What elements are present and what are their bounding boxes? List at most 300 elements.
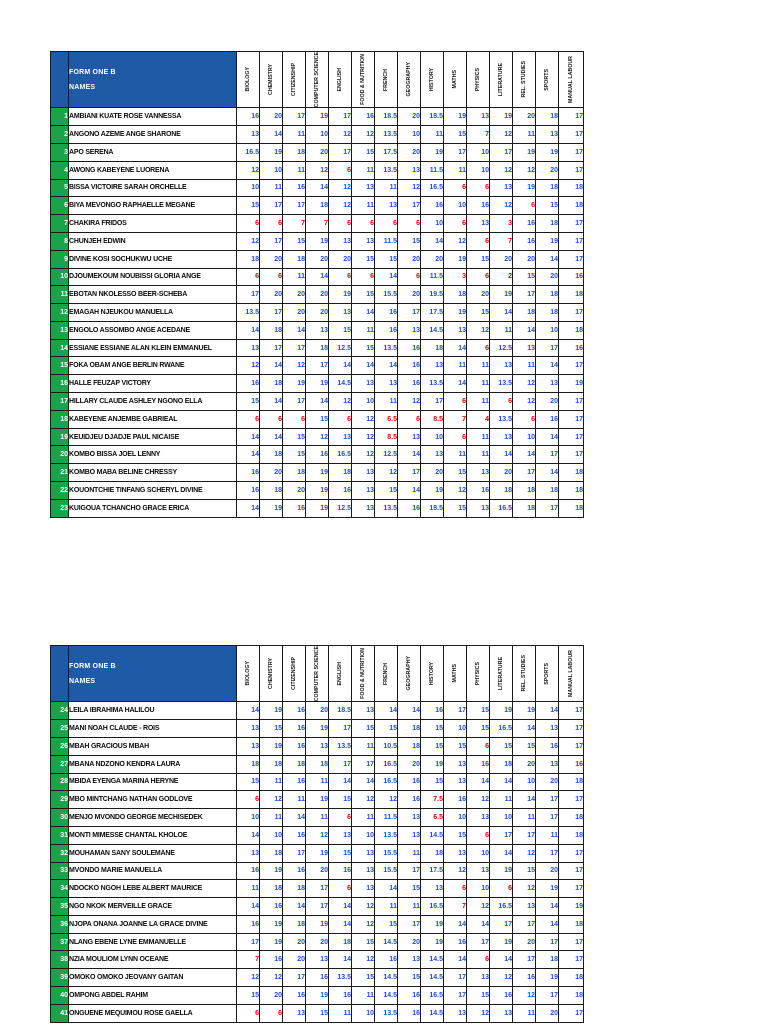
row-number: 13 xyxy=(51,321,69,339)
row-number: 3 xyxy=(51,143,69,161)
grade-cell: 14 xyxy=(352,357,375,375)
grade-cell: 16 xyxy=(283,702,306,720)
grade-cell: 13 xyxy=(513,339,536,357)
grade-cell: 11 xyxy=(352,197,375,215)
student-name: AMBIANI KUATE ROSE VANNESSA xyxy=(69,108,237,126)
grade-cell: 15 xyxy=(421,720,444,738)
grade-cell: 16 xyxy=(260,951,283,969)
grade-cell: 14 xyxy=(352,773,375,791)
grade-cell: 10 xyxy=(398,126,421,144)
grade-cell: 15 xyxy=(329,844,352,862)
grade-cell: 15 xyxy=(375,720,398,738)
grade-cell: 12 xyxy=(444,482,467,500)
grade-cell: 18 xyxy=(559,773,584,791)
grade-cell: 13 xyxy=(352,499,375,517)
grade-cell: 13 xyxy=(467,215,490,233)
grades-table xyxy=(50,51,584,518)
grade-cell: 18 xyxy=(559,826,584,844)
row-number: 31 xyxy=(51,826,69,844)
grade-cell: 11 xyxy=(467,393,490,411)
grade-cell: 12 xyxy=(352,915,375,933)
grade-cell: 12 xyxy=(352,126,375,144)
grade-cell: 6.5 xyxy=(375,410,398,428)
grade-cell: 20 xyxy=(513,933,536,951)
grade-cell: 6 xyxy=(329,809,352,827)
grade-cell: 15 xyxy=(237,773,260,791)
grade-cell: 16 xyxy=(283,862,306,880)
grade-cell: 20 xyxy=(306,304,329,322)
grade-cell: 15 xyxy=(283,446,306,464)
grade-cell: 15 xyxy=(467,250,490,268)
grade-cell: 20 xyxy=(329,250,352,268)
grade-cell: 6 xyxy=(352,215,375,233)
subject-header xyxy=(283,646,306,702)
grade-cell: 6 xyxy=(260,1004,283,1022)
grade-cell: 12 xyxy=(490,161,513,179)
grade-cell: 14 xyxy=(375,357,398,375)
grade-cell: 16 xyxy=(536,737,559,755)
grade-cell: 12 xyxy=(490,969,513,987)
grade-cell: 16 xyxy=(260,898,283,916)
table-row xyxy=(51,357,584,375)
grade-cell: 13 xyxy=(352,375,375,393)
grade-cell: 11 xyxy=(398,898,421,916)
grade-cell: 16 xyxy=(237,375,260,393)
grade-cell: 19 xyxy=(421,933,444,951)
grade-cell: 12 xyxy=(237,969,260,987)
grade-cell: 12 xyxy=(513,161,536,179)
table-row xyxy=(51,499,584,517)
grade-cell: 6 xyxy=(329,410,352,428)
student-name: MANI NOAH CLAUDE - ROIS xyxy=(69,720,237,738)
grade-cell: 17 xyxy=(559,880,584,898)
grade-cell: 18 xyxy=(260,482,283,500)
grade-cell: 15 xyxy=(352,286,375,304)
grade-cell: 11.5 xyxy=(375,232,398,250)
grade-cell: 13 xyxy=(444,1004,467,1022)
grade-cell: 20 xyxy=(260,108,283,126)
grade-cell: 7 xyxy=(306,215,329,233)
subject-header xyxy=(283,52,306,108)
grade-cell: 13 xyxy=(398,428,421,446)
grade-cell: 20 xyxy=(306,250,329,268)
subject-header xyxy=(513,52,536,108)
table-row xyxy=(51,737,584,755)
grade-cell: 11 xyxy=(352,987,375,1005)
grade-cell: 17 xyxy=(283,969,306,987)
row-number: 10 xyxy=(51,268,69,286)
grade-cell: 12 xyxy=(375,464,398,482)
grade-cell: 20 xyxy=(306,286,329,304)
grade-cell: 16 xyxy=(444,933,467,951)
grade-cell: 17.5 xyxy=(421,304,444,322)
grade-cell: 19 xyxy=(513,179,536,197)
grade-cell: 17 xyxy=(536,809,559,827)
grade-cell: 17 xyxy=(559,1004,584,1022)
subject-header-label: MATHS xyxy=(452,664,458,683)
grade-cell: 15 xyxy=(352,250,375,268)
grade-cell: 18 xyxy=(536,482,559,500)
grade-cell: 6 xyxy=(398,410,421,428)
grade-cell: 16.5 xyxy=(421,898,444,916)
table-row xyxy=(51,215,584,233)
grade-cell: 11 xyxy=(513,809,536,827)
grade-cell: 18 xyxy=(559,321,584,339)
grade-cell: 11 xyxy=(536,826,559,844)
grade-cell: 13.5 xyxy=(329,737,352,755)
grade-cell: 13 xyxy=(306,951,329,969)
grade-cell: 6 xyxy=(490,393,513,411)
sheet-title-line2: NAMES xyxy=(69,83,96,91)
grade-cell: 16 xyxy=(283,499,306,517)
subject-header-label: GEOGRAPHY xyxy=(406,62,412,97)
grade-cell: 11 xyxy=(352,737,375,755)
grade-cell: 6 xyxy=(444,179,467,197)
grade-cell: 17 xyxy=(559,161,584,179)
grade-cell: 12 xyxy=(398,179,421,197)
grade-cell: 12 xyxy=(513,393,536,411)
student-name: DJOUMEKOUM NOUBISSI GLORIA ANGE xyxy=(69,268,237,286)
row-number: 35 xyxy=(51,898,69,916)
subject-header xyxy=(513,646,536,702)
table-row xyxy=(51,108,584,126)
grade-cell: 16 xyxy=(306,969,329,987)
grade-cell: 17 xyxy=(260,304,283,322)
grade-cell: 19 xyxy=(536,969,559,987)
grade-cell: 19 xyxy=(490,702,513,720)
header-row xyxy=(51,646,584,702)
grade-cell: 19 xyxy=(306,915,329,933)
grade-cell: 13.5 xyxy=(375,826,398,844)
grade-cell: 14 xyxy=(398,482,421,500)
table-row xyxy=(51,268,584,286)
grade-cell: 12 xyxy=(237,232,260,250)
grade-cell: 19 xyxy=(306,108,329,126)
grade-cell: 6 xyxy=(490,880,513,898)
grade-cell: 18 xyxy=(306,755,329,773)
grade-cell: 18 xyxy=(237,755,260,773)
grade-cell: 6 xyxy=(444,215,467,233)
grade-cell: 19 xyxy=(513,702,536,720)
student-name: EMAGAH NJEUKOU MANUELLA xyxy=(69,304,237,322)
row-number: 23 xyxy=(51,499,69,517)
grade-cell: 16 xyxy=(398,773,421,791)
grade-cell: 15 xyxy=(237,197,260,215)
grade-cell: 13 xyxy=(352,702,375,720)
grade-cell: 6 xyxy=(398,268,421,286)
grade-cell: 12 xyxy=(329,179,352,197)
grade-cell: 20 xyxy=(260,250,283,268)
grade-sheet-2 xyxy=(50,645,584,1023)
subject-header-label: MANUAL LABOUR xyxy=(568,650,574,698)
grade-cell: 11 xyxy=(260,809,283,827)
student-name: NGO NKOK MERVEILLE GRACE xyxy=(69,898,237,916)
grade-cell: 6 xyxy=(237,410,260,428)
grade-cell: 10 xyxy=(421,428,444,446)
grade-cell: 11 xyxy=(306,809,329,827)
grade-cell: 13 xyxy=(237,720,260,738)
row-number: 37 xyxy=(51,933,69,951)
grade-cell: 17 xyxy=(260,197,283,215)
grade-cell: 10 xyxy=(490,809,513,827)
grade-cell: 16 xyxy=(421,702,444,720)
grade-cell: 16.5 xyxy=(421,179,444,197)
grade-cell: 17 xyxy=(559,844,584,862)
grade-cell: 13.5 xyxy=(375,339,398,357)
row-number: 17 xyxy=(51,393,69,411)
grade-cell: 12 xyxy=(513,375,536,393)
grade-cell: 14 xyxy=(467,915,490,933)
subject-header xyxy=(329,52,352,108)
grade-cell: 20 xyxy=(398,108,421,126)
grade-cell: 20 xyxy=(513,755,536,773)
grade-cell: 14 xyxy=(237,446,260,464)
grade-cell: 16 xyxy=(283,987,306,1005)
grade-cell: 16 xyxy=(467,197,490,215)
grade-cell: 17 xyxy=(559,215,584,233)
grade-cell: 10 xyxy=(444,197,467,215)
grade-cell: 20 xyxy=(260,464,283,482)
grade-cell: 10.5 xyxy=(375,737,398,755)
grade-cell: 13 xyxy=(375,375,398,393)
grade-cell: 17 xyxy=(444,143,467,161)
table-row xyxy=(51,969,584,987)
grade-cell: 19 xyxy=(536,143,559,161)
grade-cell: 14 xyxy=(536,357,559,375)
table-row xyxy=(51,791,584,809)
grade-cell: 16 xyxy=(237,464,260,482)
grade-cell: 10 xyxy=(352,1004,375,1022)
table-row xyxy=(51,446,584,464)
grade-cell: 10 xyxy=(444,720,467,738)
grade-cell: 13 xyxy=(237,339,260,357)
grade-cell: 6.5 xyxy=(421,809,444,827)
grade-cell: 12 xyxy=(283,357,306,375)
grade-cell: 16 xyxy=(559,755,584,773)
subject-header-label: CHEMISTRY xyxy=(268,64,274,96)
grade-cell: 13.5 xyxy=(375,161,398,179)
grade-cell: 13 xyxy=(375,197,398,215)
grade-cell: 18 xyxy=(283,464,306,482)
grade-cell: 12 xyxy=(490,126,513,144)
grade-cell: 16 xyxy=(237,862,260,880)
grade-cell: 11 xyxy=(444,446,467,464)
grade-cell: 15 xyxy=(352,339,375,357)
grade-cell: 17 xyxy=(329,143,352,161)
grade-cell: 19 xyxy=(490,862,513,880)
grade-cell: 6 xyxy=(398,215,421,233)
grade-cell: 12 xyxy=(398,393,421,411)
grade-cell: 13 xyxy=(467,108,490,126)
row-number: 38 xyxy=(51,951,69,969)
subject-header xyxy=(421,52,444,108)
grade-cell: 13 xyxy=(444,844,467,862)
subject-header xyxy=(536,52,559,108)
table-row xyxy=(51,915,584,933)
subject-header-label: PHYSICS xyxy=(475,68,481,92)
grade-cell: 17 xyxy=(559,933,584,951)
grade-cell: 16 xyxy=(513,215,536,233)
row-number: 39 xyxy=(51,969,69,987)
grade-cell: 18 xyxy=(559,969,584,987)
grade-cell: 12 xyxy=(467,898,490,916)
student-name: KUIGOUA TCHANCHO GRACE ERICA xyxy=(69,499,237,517)
grade-cell: 19 xyxy=(559,898,584,916)
grade-cell: 17 xyxy=(260,339,283,357)
grade-cell: 19 xyxy=(329,286,352,304)
grade-cell: 16 xyxy=(467,755,490,773)
grade-cell: 15 xyxy=(444,826,467,844)
subject-header xyxy=(559,52,584,108)
grade-cell: 16 xyxy=(398,357,421,375)
grade-cell: 14 xyxy=(444,375,467,393)
grade-cell: 18 xyxy=(559,499,584,517)
grade-cell: 16 xyxy=(398,987,421,1005)
grade-cell: 16 xyxy=(375,321,398,339)
grade-cell: 12.5 xyxy=(490,339,513,357)
row-number: 25 xyxy=(51,720,69,738)
subject-header-label: LITERATURE xyxy=(498,63,504,97)
student-name: NZIA MOULIOM LYNN OCEANE xyxy=(69,951,237,969)
row-number: 33 xyxy=(51,862,69,880)
grade-cell: 16.5 xyxy=(375,755,398,773)
grade-cell: 6 xyxy=(283,410,306,428)
grades-table xyxy=(50,645,584,1023)
grade-cell: 13 xyxy=(329,826,352,844)
grade-cell: 18 xyxy=(559,987,584,1005)
student-name: APO SERENA xyxy=(69,143,237,161)
grade-cell: 10 xyxy=(536,321,559,339)
grade-cell: 18.5 xyxy=(329,702,352,720)
grade-cell: 16 xyxy=(237,915,260,933)
grade-cell: 15 xyxy=(421,737,444,755)
student-name: KOUONTCHIE TINFANG SCHERYL DIVINE xyxy=(69,482,237,500)
grade-cell: 20 xyxy=(490,250,513,268)
grade-cell: 17 xyxy=(329,108,352,126)
grade-cell: 14 xyxy=(536,702,559,720)
grade-cell: 19 xyxy=(306,791,329,809)
grade-cell: 14 xyxy=(444,339,467,357)
grade-cell: 16.5 xyxy=(490,720,513,738)
grade-cell: 15 xyxy=(352,969,375,987)
grade-cell: 13.5 xyxy=(375,1004,398,1022)
student-name: AWONG KABEYENE LUORENA xyxy=(69,161,237,179)
grade-cell: 14 xyxy=(375,268,398,286)
grade-cell: 16 xyxy=(467,482,490,500)
subject-header-label: SPORTS xyxy=(544,662,550,685)
grade-cell: 18 xyxy=(260,880,283,898)
grade-cell: 18 xyxy=(513,499,536,517)
grade-cell: 13 xyxy=(490,179,513,197)
grade-cell: 10 xyxy=(467,844,490,862)
grade-cell: 14 xyxy=(536,250,559,268)
grade-cell: 19 xyxy=(444,304,467,322)
grade-cell: 11 xyxy=(352,809,375,827)
grade-cell: 12 xyxy=(490,197,513,215)
grade-cell: 15 xyxy=(421,773,444,791)
grade-cell: 14 xyxy=(237,826,260,844)
subject-header-label: LITERATURE xyxy=(498,657,504,691)
grade-cell: 18 xyxy=(421,339,444,357)
row-number: 30 xyxy=(51,809,69,827)
grade-cell: 16 xyxy=(398,791,421,809)
grade-cell: 16 xyxy=(559,339,584,357)
grade-cell: 12 xyxy=(467,321,490,339)
grade-cell: 13.5 xyxy=(421,375,444,393)
grade-cell: 6 xyxy=(467,951,490,969)
grade-cell: 19 xyxy=(306,375,329,393)
grade-cell: 12 xyxy=(329,197,352,215)
grade-cell: 17 xyxy=(329,755,352,773)
grade-cell: 15 xyxy=(513,737,536,755)
grade-cell: 13 xyxy=(329,304,352,322)
subject-header xyxy=(306,52,329,108)
grade-cell: 13 xyxy=(536,126,559,144)
grade-cell: 17 xyxy=(559,737,584,755)
subject-header-label: FOOD & NUTRITION xyxy=(360,648,366,700)
student-name: ENGOLO ASSOMBO ANGE ACEDANE xyxy=(69,321,237,339)
grade-cell: 14 xyxy=(375,880,398,898)
grade-cell: 14 xyxy=(536,464,559,482)
grade-cell: 16 xyxy=(421,197,444,215)
grade-cell: 13 xyxy=(467,499,490,517)
grade-cell: 14 xyxy=(237,321,260,339)
grade-cell: 17 xyxy=(398,197,421,215)
grade-cell: 13 xyxy=(398,951,421,969)
grade-cell: 16 xyxy=(536,410,559,428)
student-name: CHUNJEH EDWIN xyxy=(69,232,237,250)
grade-cell: 14 xyxy=(490,951,513,969)
row-number: 6 xyxy=(51,197,69,215)
grade-cell: 17 xyxy=(513,464,536,482)
grade-cell: 17 xyxy=(513,286,536,304)
grade-cell: 7 xyxy=(237,951,260,969)
student-name: MBO MINTCHANG NATHAN GODLOVE xyxy=(69,791,237,809)
grade-cell: 20 xyxy=(536,268,559,286)
grade-cell: 14 xyxy=(237,428,260,446)
grade-cell: 12 xyxy=(329,393,352,411)
grade-cell: 19 xyxy=(490,933,513,951)
grade-cell: 15 xyxy=(329,791,352,809)
grade-cell: 6 xyxy=(329,215,352,233)
grade-cell: 6 xyxy=(444,428,467,446)
table-row xyxy=(51,1004,584,1022)
grade-cell: 20 xyxy=(283,286,306,304)
student-name: MBAH GRACIOUS MBAH xyxy=(69,737,237,755)
student-name: MVONDO MARIE MANUELLA xyxy=(69,862,237,880)
table-row xyxy=(51,755,584,773)
student-name: DIVINE KOSI SOCHUKWU UCHE xyxy=(69,250,237,268)
grade-cell: 18 xyxy=(536,179,559,197)
table-row xyxy=(51,880,584,898)
grade-cell: 13 xyxy=(398,321,421,339)
grade-cell: 13 xyxy=(237,737,260,755)
grade-cell: 12 xyxy=(444,232,467,250)
grade-cell: 14 xyxy=(513,791,536,809)
grade-cell: 12 xyxy=(306,161,329,179)
grade-cell: 19 xyxy=(306,499,329,517)
grade-cell: 10 xyxy=(444,809,467,827)
grade-cell: 14 xyxy=(237,898,260,916)
grade-cell: 17 xyxy=(398,464,421,482)
row-number: 7 xyxy=(51,215,69,233)
grade-cell: 6 xyxy=(467,737,490,755)
grade-cell: 11.5 xyxy=(375,809,398,827)
grade-cell: 20 xyxy=(421,464,444,482)
grade-cell: 15 xyxy=(283,428,306,446)
grade-cell: 16 xyxy=(375,951,398,969)
student-name: KOMBO BISSA JOEL LENNY xyxy=(69,446,237,464)
